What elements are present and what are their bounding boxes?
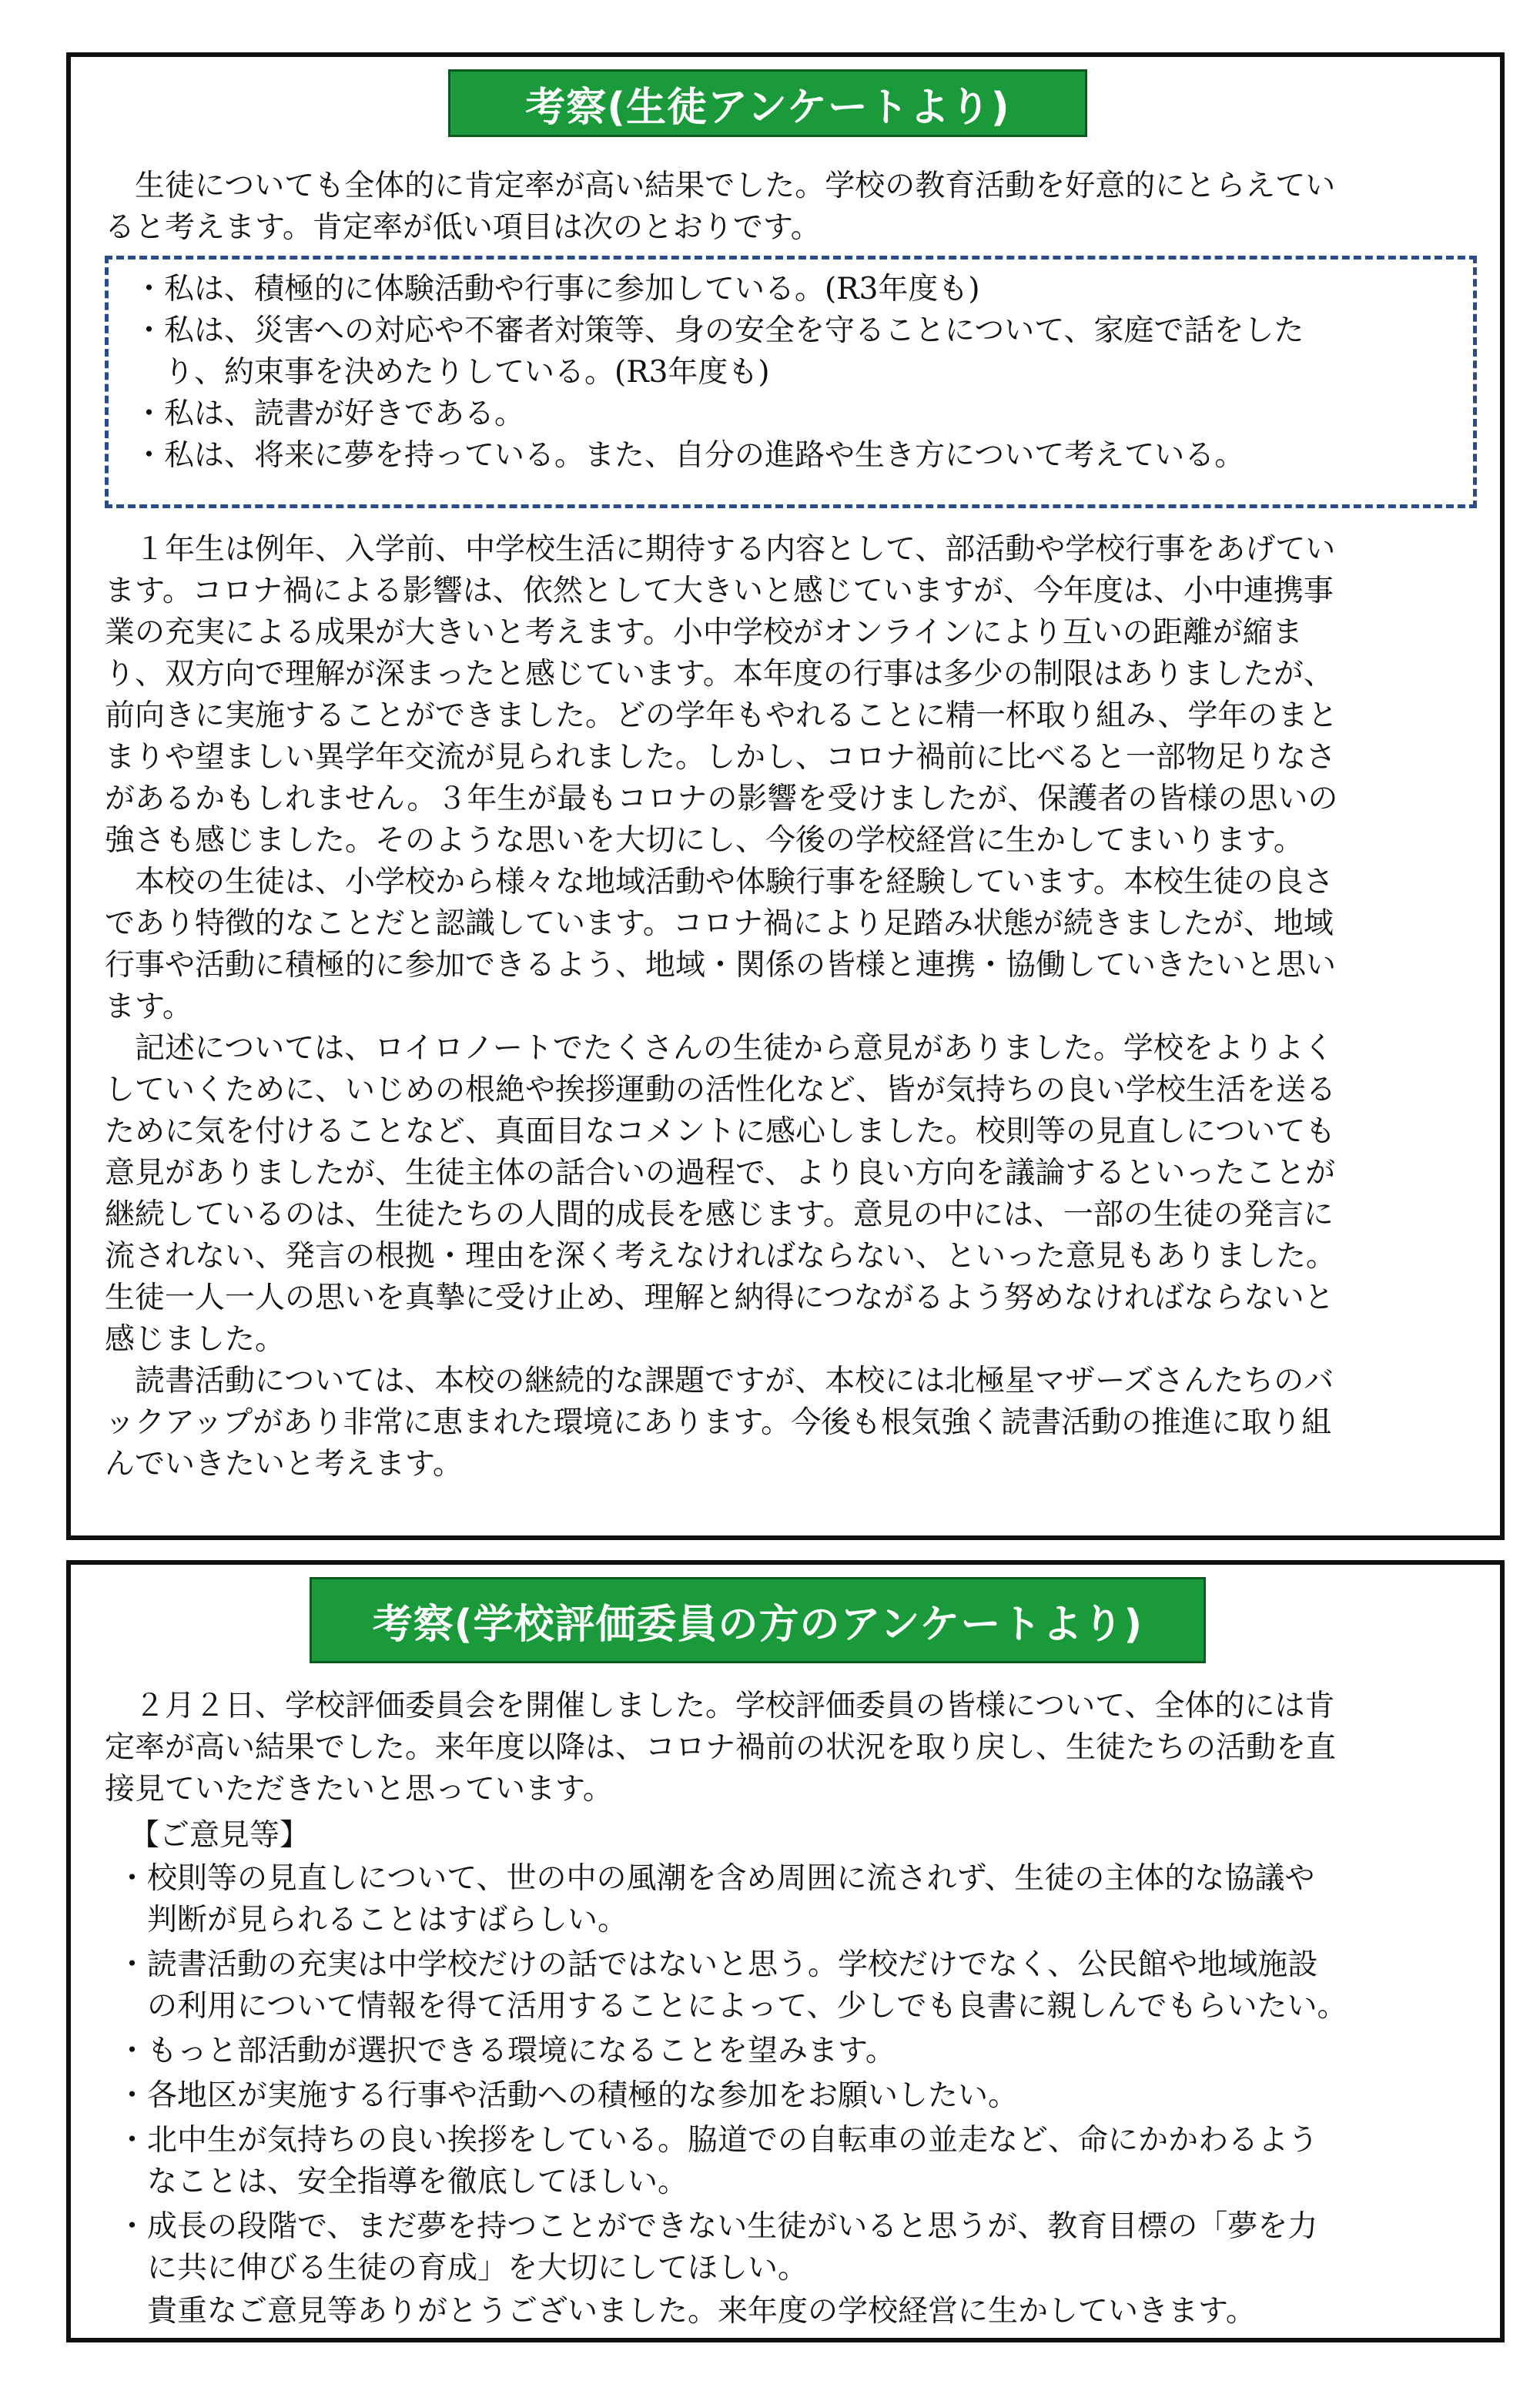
paragraph-line: 強さも感じました。そのような思いを大切にし、今後の学校経営に生かしてまいります。 <box>105 823 1304 858</box>
paragraph-line: していくために、いじめの根絶や挨拶運動の活性化など、皆が気持ちの良い学校生活を送る <box>105 1073 1337 1107</box>
paragraph-line: 感じました。 <box>105 1322 286 1357</box>
paragraph-line: 業の充実による成果が大きいと考えます。小中学校がオンラインにより互いの距離が縮ま <box>105 615 1303 650</box>
section-heading <box>448 69 1087 137</box>
section-heading-text: 考察(学校評価委員の方のアンケートより) <box>372 1601 1143 1648</box>
paragraph-line: 生徒についても全体的に肯定率が高い結果でした。学校の教育活動を好意的にとらえてい <box>105 169 1336 203</box>
list-item: ・私は、災害への対応や不審者対策等、身の安全を守ることについて、家庭で話をした <box>134 313 1304 348</box>
consideration-students-section <box>66 52 1505 1540</box>
paragraph-line: 本校の生徒は、小学校から様々な地域活動や体験行事を経験しています。本校生徒の良さ <box>105 865 1334 899</box>
list-item: ・各地区が実施する行事や活動への積極的な参加をお願いしたい。 <box>117 2078 1019 2113</box>
paragraph-line: ます。 <box>105 990 192 1024</box>
paragraph-line: 継続しているのは、生徒たちの人間的成長を感じます。意見の中には、一部の生徒の発言に <box>105 1197 1334 1232</box>
paragraph-line: であり特徴的なことだと認識しています。コロナ禍により足踏み状態が続きましたが、地域 <box>105 906 1334 941</box>
paragraph-line: 記述については、ロイロノートでたくさんの生徒から意見がありました。学校をよりよく <box>105 1031 1334 1066</box>
section-heading <box>310 1577 1206 1663</box>
list-item: ・成長の段階で、まだ夢を持つことができない生徒がいると思うが、教育目標の「夢を力 <box>117 2209 1318 2244</box>
paragraph-line: 生徒一人一人の思いを真摯に受け止め、理解と納得につながるよう努めなければならないと <box>105 1281 1334 1315</box>
paragraph-line: ２月２日、学校評価委員会を開催しました。学校評価委員の皆様について、全体的には肯 <box>105 1689 1335 1723</box>
list-item: ・北中生が気持ちの良い挨拶をしている。脇道での自転車の並走など、命にかかわるよう <box>117 2123 1319 2158</box>
list-item: に共に伸びる生徒の育成」を大切にしてほしい。 <box>117 2251 808 2285</box>
paragraph-line: があるかもしれません。３年生が最もコロナの影響を受けましたが、保護者の皆様の思いの <box>105 782 1338 816</box>
consideration-evaluators-section <box>66 1560 1505 2342</box>
paragraph-line: 接見ていただきたいと思っています。 <box>105 1772 613 1807</box>
list-item: の利用について情報を得て活用することによって、少しでも良書に親しんでもらいたい。 <box>117 1989 1348 2024</box>
list-item: ・私は、将来に夢を持っている。また、自分の進路や生き方について考えている。 <box>134 438 1245 473</box>
list-item: ・私は、読書が好きである。 <box>134 397 525 431</box>
paragraph-line: ると考えます。肯定率が低い項目は次のとおりです。 <box>105 210 821 245</box>
paragraph-line: まりや望ましい異学年交流が見られました。しかし、コロナ禍前に比べると一部物足りなさ <box>105 740 1337 775</box>
paragraph-line: １年生は例年、入学前、中学校生活に期待する内容として、部活動や学校行事をあげてい <box>105 532 1336 567</box>
paragraph-line: 流されない、発言の根拠・理由を深く考えなければならない、といった意見もありました。 <box>105 1239 1337 1274</box>
list-item: ・私は、積極的に体験活動や行事に参加している。(R3年度も) <box>134 272 980 306</box>
paragraph-line: ます。コロナ禍による影響は、依然として大きいと感じていますが、今年度は、小中連携事 <box>105 574 1334 608</box>
paragraph-line: 意見がありましたが、生徒主体の話合いの過程で、より良い方向を議論するといったことが <box>105 1156 1336 1190</box>
section-heading-text: 考察(生徒アンケートより) <box>525 84 1010 131</box>
paragraph-line: んでいきたいと考えます。 <box>105 1447 463 1482</box>
list-item: ・読書活動の充実は中学校だけの話ではないと思う。学校だけでなく、公民館や地域施設 <box>117 1947 1318 1982</box>
paragraph-line: ックアップがあり非常に恵まれた環境にあります。今後も根気強く読書活動の推進に取り組 <box>105 1405 1332 1440</box>
list-item: 判断が見られることはすばらしい。 <box>117 1903 628 1937</box>
closing-line: 貴重なご意見等ありがとうございました。来年度の学校経営に生かしていきます。 <box>117 2294 1256 2329</box>
paragraph-line: 読書活動については、本校の継続的な課題ですが、本校には北極星マザーズさんたちのバ <box>105 1364 1334 1398</box>
paragraph-line: り、双方向で理解が深まったと感じています。本年度の行事は多少の制限はありましたが、 <box>105 657 1334 692</box>
opinions-label: 【ご意見等】 <box>129 1818 310 1853</box>
list-item: ・もっと部活動が選択できる環境になることを望みます。 <box>117 2034 896 2068</box>
paragraph-line: 前向きに実施することができました。どの学年もやれることに精一杯取り組み、学年のまと <box>105 698 1338 733</box>
paragraph-line: 行事や活動に積極的に参加できるよう、地域・関係の皆様と連携・協働していきたいと思い <box>105 948 1337 983</box>
list-item: ・校則等の見直しについて、世の中の風潮を含め周囲に流されず、生徒の主体的な協議や <box>117 1861 1315 1896</box>
paragraph-line: ために気を付けることなど、真面目なコメントに感心しました。校則等の見直しについても <box>105 1114 1336 1149</box>
paragraph-line: 定率が高い結果でした。来年度以降は、コロナ禍前の状況を取り戻し、生徒たちの活動を直 <box>105 1730 1337 1765</box>
list-item: り、約束事を決めたりしている。(R3年度も) <box>134 355 770 390</box>
list-item: なことは、安全指導を徹底してほしい。 <box>117 2165 688 2199</box>
